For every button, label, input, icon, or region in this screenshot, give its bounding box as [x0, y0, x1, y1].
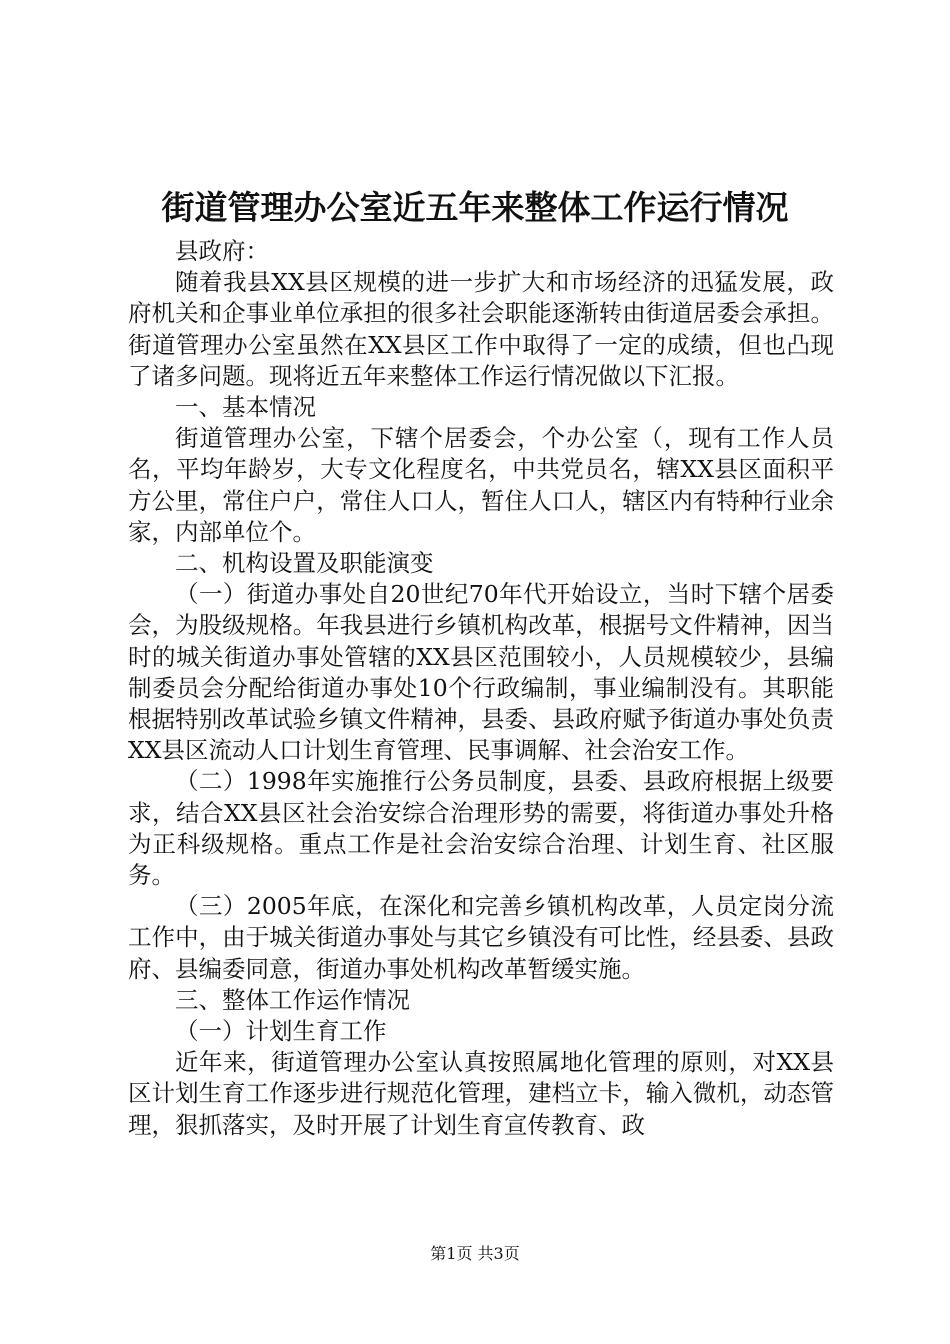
salutation: 县政府： — [175, 237, 269, 265]
paragraph-structure-2: （二）1998年实施推行公务员制度，县委、县政府根据上级要求，结合XX县区社会治安综合治理形势的需要，将街道办事处升格为正科级规格。重点工作是社会治安综合治理、计划生育、社区服务。 — [128, 767, 834, 890]
section-heading-operation: 三、整体工作运作情况 — [175, 985, 410, 1014]
paragraph-family-planning: 近年来，街道管理办公室认真按照属地化管理的原则，对XX县区计划生育工作逐步进行规范化管理，建档立卡，输入微机，动态管理，狠抓落实，及时开展了计划生育宣传教育、政 — [128, 1048, 834, 1139]
paragraph-structure-3: （三）2005年底，在深化和完善乡镇机构改革，人员定岗分流工作中，由于城关街道办事处与其它乡镇没有可比性，经县委、县政府、县编委同意，街道办事处机构改革暂缓实施。 — [128, 892, 834, 983]
document-title: 街道管理办公室近五年来整体工作运行情况 — [161, 188, 789, 227]
paragraph-basic: 街道管理办公室，下辖个居委会，个办公室（，现有工作人员名，平均年龄岁，大专文化程度名，中共党员名，辖XX县区面积平方公里，常住户户，常住人口人，暂住人口人，辖区内有特种行业余家，内部单位个。 — [128, 424, 834, 546]
section-heading-basic: 一、基本情况 — [175, 393, 316, 422]
page-footer: 第1页 共3页 — [430, 1244, 520, 1263]
paragraph-structure-1: （一）街道办事处自20世纪70年代开始设立，当时下辖个居委会，为股级规格。年我县进行乡镇机构改革，根据号文件精神，因当时的城关街道办事处管辖的XX县区范围较小，人员规模较少，县编制委员会分配给街道办事处10个行政编制，事业编制没有。其职能根据特别改革试验乡镇文件精神，县委、县政府赋予街道办事处负责XX县区流动人口计划生育管理、民事调解、社会治安工作。 — [128, 580, 834, 765]
subsection-heading-family-planning: （一）计划生育工作 — [175, 1017, 387, 1046]
paragraph-intro: 随着我县XX县区规模的进一步扩大和市场经济的迅猛发展，政府机关和企事业单位承担的很多社会职能逐渐转由街道居委会承担。街道管理办公室虽然在XX县区工作中取得了一定的成绩，但也凸现了诸多问题。现将近五年来整体工作运行情况做以下汇报。 — [128, 268, 834, 390]
document-body — [128, 236, 834, 1141]
section-heading-structure: 二、机构设置及职能演变 — [175, 549, 434, 578]
